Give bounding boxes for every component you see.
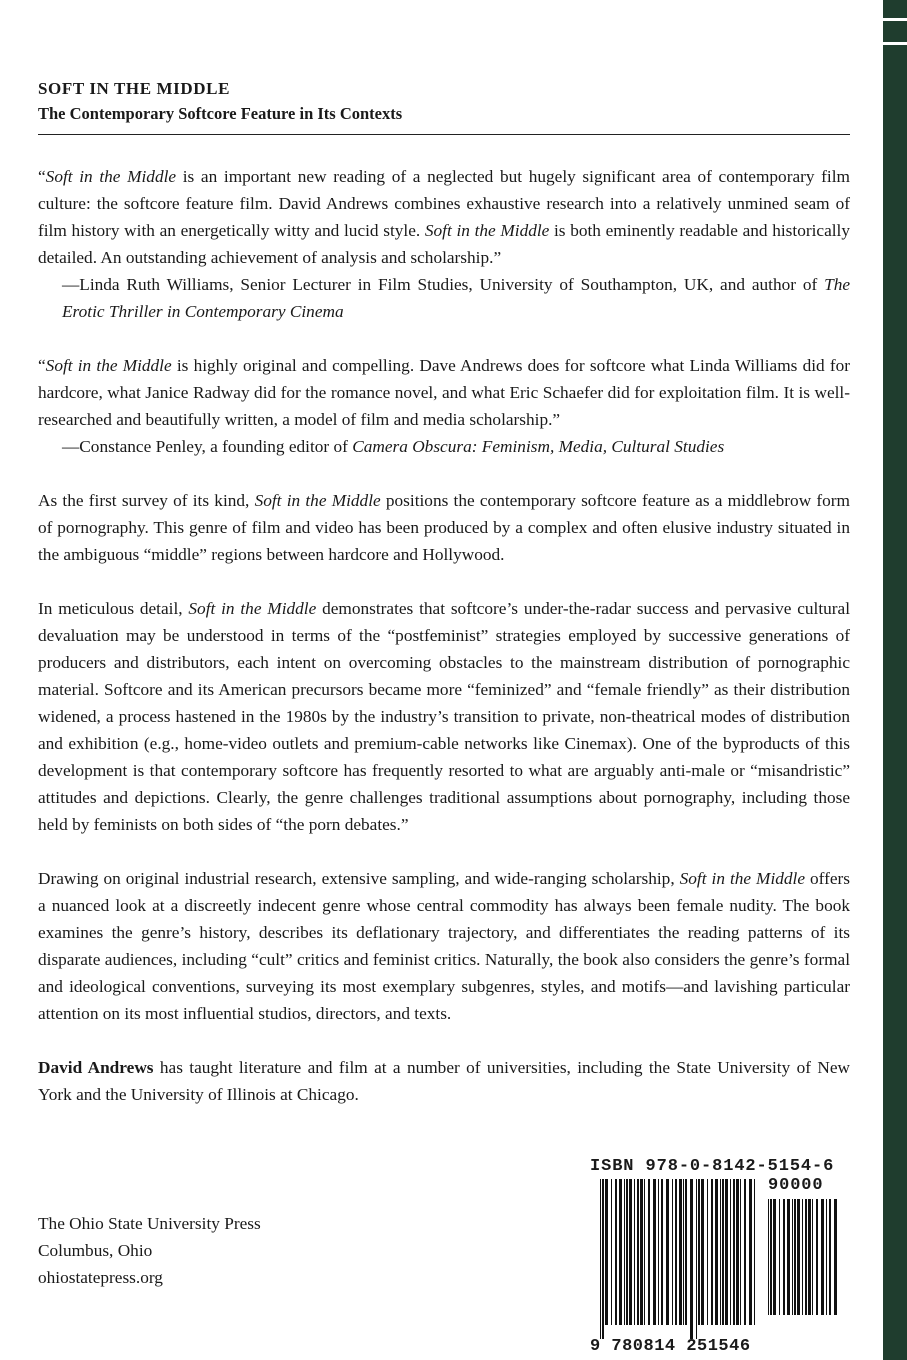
barcode-bar [733,1179,735,1325]
barcode-bar [730,1179,731,1325]
barcode-bar [679,1179,682,1325]
publisher-website: ohiostatepress.org [38,1268,163,1287]
barcode-bar [715,1179,718,1325]
book-subtitle: The Contemporary Softcore Feature in Its Contexts [38,104,403,123]
ean-digits: 9 780814 251546 [590,1337,751,1356]
barcode-bar [600,1179,601,1339]
barcode-bar [834,1199,837,1315]
barcode-bar [805,1199,807,1315]
spine-mark [883,42,907,45]
barcode-bar [624,1179,625,1325]
barcode-bar [619,1179,622,1325]
spine-band [883,0,907,1360]
blurb-attribution-1: —Linda Ruth Williams, Senior Lecturer in Film Studies, University of Southampton, UK, and author of The Erotic Thriller in Contemporary Cinema [62,275,850,321]
author-bio: David Andrews has taught literature and film at a number of universities, including the State University of New York and the University of Illinois at Chicago. [38,1058,850,1104]
isbn-barcode [590,1157,847,1359]
barcode-bar [736,1179,739,1325]
description-paragraph-1: As the first survey of its kind, Soft in the Middle positions the contemporary softcore feature as a middlebrow form of pornography. This genre of film and video has been produced by a complex and often elusive industry situated in the ambiguous “middle” regions between hardcore and Hollywood. [38,491,850,564]
barcode-bar [696,1179,697,1339]
publisher-city: Columbus, Ohio [38,1241,153,1260]
barcode-bar [698,1179,700,1325]
barcode-bar [605,1179,608,1325]
barcode-bar [675,1179,677,1325]
barcode-bar [602,1179,604,1339]
barcode-bar [797,1199,800,1315]
barcode-bar [783,1199,785,1315]
barcode-bar [634,1179,635,1325]
barcode-bar [637,1179,639,1325]
barcode-bar [808,1199,811,1315]
barcode-bar [658,1179,659,1325]
barcode-bar [740,1179,741,1325]
description-paragraph-2: In meticulous detail, Soft in the Middle demonstrates that softcore’s under-the-radar success and pervasive cultural devaluation may be understood in terms of the “postfeminist” strategies employed by successive generations of producers and distributors, each intent on overcoming obstacles to the mainstream distribution of pornographic material. Softcore and its American precursors became more “feminized” and “female friendly” as their distribution widened, a process hastened in the 1980s by the industry’s transition to private, non-theatrical modes of distribution and exhibition (e.g., home-video outlets and premium-cable networks like Cinemax). One of the byproducts of this development is that contemporary softcore has frequently resorted to what are arguably anti-male or “misandristic” attitudes and depictions. Clearly, the genre challenges traditional assumptions about pornography, including those held by feminists on both sides of “the porn debates.” [38,599,850,834]
description-paragraph-3: Drawing on original industrial research, extensive sampling, and wide-ranging scholarship, Soft in the Middle offers a nuanced look at a discreetly indecent genre whose central commodity has always been female nudity. The book examines the genre’s history, describes its deflationary trajectory, and differentiates the reading patterns of its disparate audiences, including “cult” critics and feminist critics. Naturally, the book also considers the genre’s formal and ideological conventions, surveying its most exemplary subgenres, styles, and motifs—and lavishing particular attention on its most influential studios, directors, and texts. [38,869,850,1023]
publisher-name: The Ohio State University Press [38,1214,261,1233]
barcode-bar [770,1199,772,1315]
back-cover-text [38,163,850,1108]
barcode-bar [661,1179,663,1325]
barcode-bar [749,1179,752,1325]
barcode-bar [792,1199,793,1315]
barcode-bar [683,1179,684,1325]
barcode-bar [720,1179,721,1325]
barcode-bar [648,1179,650,1325]
barcode-bar [821,1199,824,1315]
barcode-bar [744,1179,746,1325]
barcode-bar [611,1179,612,1325]
barcode-bar [802,1199,803,1315]
blurb-attribution-2: —Constance Penley, a founding editor of Camera Obscura: Feminism, Media, Cultural Studies [62,437,725,456]
barcode-bar [725,1179,728,1325]
spine-mark [883,18,907,21]
header [38,78,850,135]
header-rule [38,134,850,135]
barcode-bar [644,1179,645,1325]
barcode-bar [666,1179,669,1325]
barcode-bar [672,1179,673,1325]
book-title: SOFT IN THE MIDDLE [38,79,231,98]
isbn-label: ISBN 978-0-8142-5154-6 [590,1157,835,1176]
price-code: 90000 [768,1176,824,1195]
barcode-bar [787,1199,790,1315]
barcode-bar [779,1199,780,1315]
barcode-bar [629,1179,632,1325]
barcode-bar [707,1179,708,1325]
barcode-bar [701,1179,704,1325]
barcode-bar [812,1199,813,1315]
blurb-quote-1: “Soft in the Middle is an important new reading of a neglected but hugely significant area of contemporary film culture: the softcore feature film. David Andrews combines exhaustive research into a relatively unmined seam of film history with an energetically witty and lucid style. Soft in the Middle is both eminently readable and historically detailed. An outstanding achievement of analysis and scholarship.” [38,167,850,267]
barcode-bar [615,1179,617,1325]
barcode-bar [722,1179,724,1325]
barcode-bar [754,1179,755,1325]
barcode-bar [773,1199,776,1315]
barcode-bar [829,1199,831,1315]
barcode-bar [626,1179,628,1325]
barcode-bar [768,1199,769,1315]
ean-barcode-bars [600,1179,760,1339]
blurb-quote-2: “Soft in the Middle is highly original and compelling. Dave Andrews does for softcore what Linda Williams did for hardcore, what Janice Radway did for the romance novel, and what Eric Schaefer did for exploitation film. It is well-researched and beautifully written, a model of film and media scholarship.” [38,356,850,429]
barcode-bar [794,1199,796,1315]
barcode-bar [816,1199,818,1315]
barcode-bar [653,1179,656,1325]
barcode-bar [711,1179,713,1325]
barcode-bar [640,1179,643,1325]
publisher-block [38,1210,261,1291]
addon-barcode-bars [768,1199,840,1339]
barcode-bar [826,1199,827,1315]
barcode-bar [685,1179,687,1325]
barcode-bar [690,1179,693,1339]
